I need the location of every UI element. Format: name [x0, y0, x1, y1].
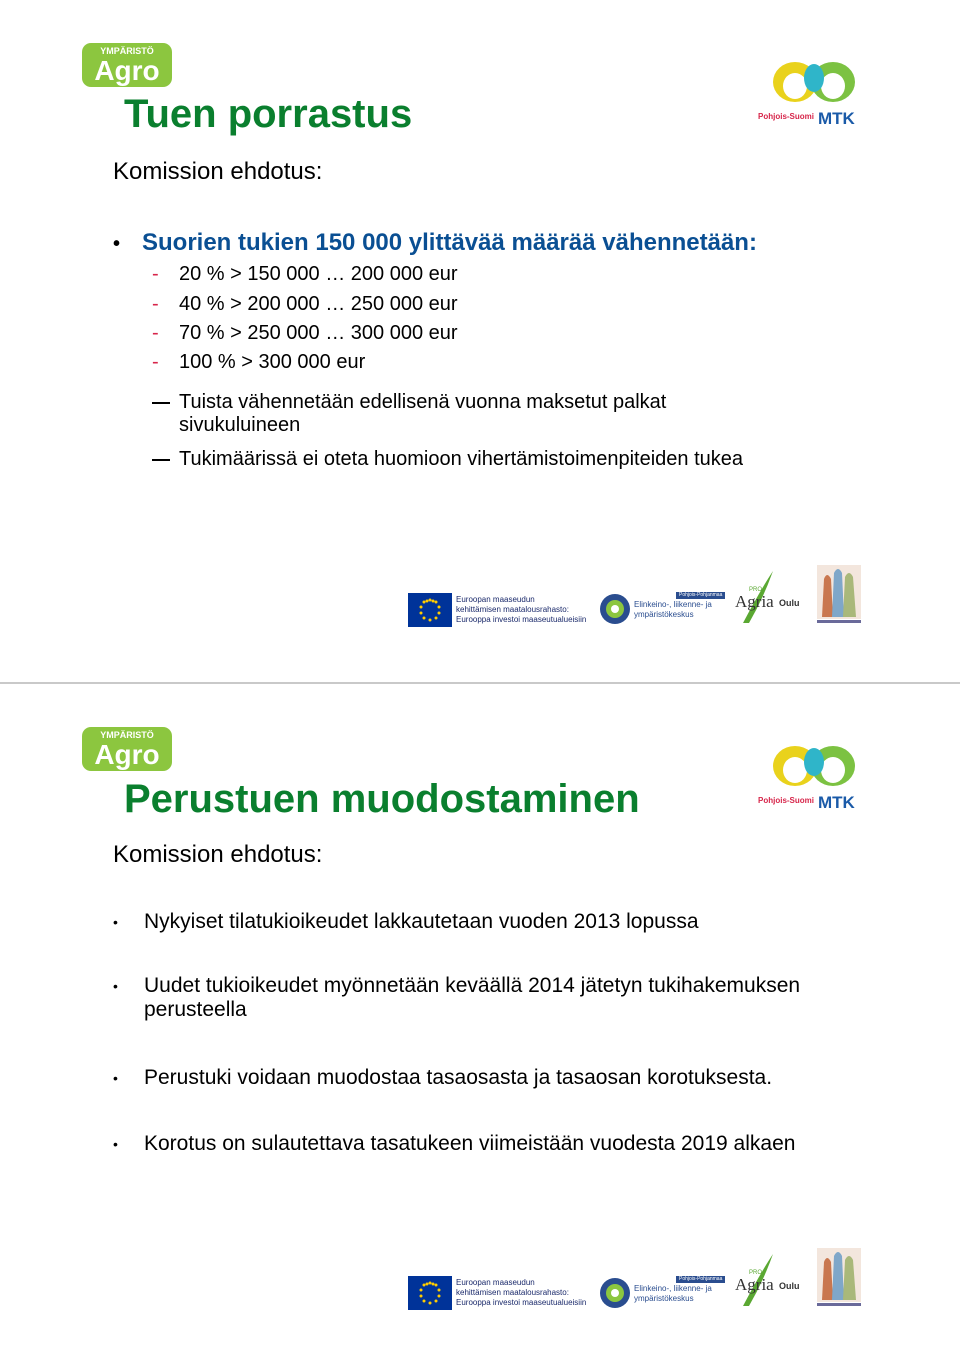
- svg-text:PRO: PRO: [749, 587, 763, 593]
- svg-text:Agro: Agro: [94, 55, 160, 86]
- svg-text:Agria: Agria: [735, 1275, 774, 1294]
- bullet-icon: •: [113, 1136, 118, 1152]
- ely-centre-logo: Pohjois-Pohjanmaa Elinkeino-, liikenne- ja ympäristökeskus: [596, 586, 720, 628]
- svg-text:YMPÄRISTÖ: YMPÄRISTÖ: [100, 730, 154, 740]
- list-item: • Nykyiset tilatukioikeudet lakkautetaan vuoden 2013 lopussa: [113, 910, 699, 933]
- maaseutunaiset-logo: [814, 557, 864, 627]
- page-title: Perustuen muodostaminen: [124, 777, 640, 821]
- svg-text:Agro: Agro: [94, 739, 160, 770]
- svg-text:Oulu: Oulu: [779, 598, 800, 608]
- maaseutunaiset-logo: [814, 1240, 864, 1310]
- reduction-item: - 40 % > 200 000 … 250 000 eur: [152, 293, 458, 315]
- svg-text:PRO: PRO: [749, 1270, 763, 1276]
- mtk-pohjois-suomi-logo: [755, 728, 865, 814]
- bullet-icon: •: [113, 978, 118, 994]
- dash-icon: -: [152, 351, 159, 373]
- svg-text:Pohjois-Suomi: Pohjois-Suomi: [758, 796, 814, 805]
- bullet-icon: •: [113, 1070, 118, 1086]
- reduction-item: - 20 % > 150 000 … 200 000 eur: [152, 263, 458, 285]
- reduction-item: - 70 % > 250 000 … 300 000 eur: [152, 322, 458, 344]
- dash-icon: -: [152, 322, 159, 344]
- main-bullet: • Suorien tukien 150 000 ylittävää määrää vähennetään:: [113, 229, 757, 256]
- eu-rural-fund-logo: Euroopan maaseudun kehittämisen maatalousrahasto: Eurooppa investoi maaseutualueisiin: [408, 1276, 588, 1310]
- bullet-icon: •: [113, 233, 121, 255]
- svg-text:Oulu: Oulu: [779, 1281, 800, 1291]
- svg-text:MTK: MTK: [818, 109, 855, 128]
- ymparisto-agro-logo: [82, 727, 172, 771]
- page-title: Tuen porrastus: [124, 92, 413, 136]
- svg-text:Pohjois-Suomi: Pohjois-Suomi: [758, 112, 814, 121]
- slide-1: [0, 0, 960, 682]
- mtk-pohjois-suomi-logo: [755, 44, 865, 130]
- list-item: • Korotus on sulautettava tasatukeen viimeistään vuodesta 2019 alkaen: [113, 1132, 796, 1155]
- dash-icon: -: [152, 263, 159, 285]
- ymparisto-agro-logo: [82, 43, 172, 87]
- sub-item: Tukimäärissä ei oteta huomioon vihertämistoimenpiteiden tukea: [179, 448, 743, 470]
- list-item: • Uudet tukioikeudet myönnetään keväällä 2014 jätetyn tukihakemuksen perusteella: [113, 974, 801, 1021]
- sub-item: Tuista vähennetään edellisenä vuonna maksetut palkat sivukuluineen: [179, 391, 667, 436]
- proposal-subtitle: Komission ehdotus:: [113, 158, 323, 185]
- svg-text:Agria: Agria: [735, 592, 774, 611]
- list-item: • Perustuki voidaan muodostaa tasaosasta ja tasaosan korotuksesta.: [113, 1066, 773, 1089]
- pro-agria-oulu-logo: [733, 1252, 803, 1308]
- slide-2: [0, 684, 960, 1367]
- eu-rural-fund-logo: Euroopan maaseudun kehittämisen maatalousrahasto: Eurooppa investoi maaseutualueisiin: [408, 593, 588, 627]
- bullet-icon: •: [113, 914, 118, 930]
- proposal-subtitle: Komission ehdotus:: [113, 841, 323, 868]
- pro-agria-oulu-logo: [733, 569, 803, 625]
- svg-text:YMPÄRISTÖ: YMPÄRISTÖ: [100, 46, 154, 56]
- svg-text:MTK: MTK: [818, 793, 855, 812]
- reduction-item: - 100 % > 300 000 eur: [152, 351, 366, 373]
- dash-icon: -: [152, 293, 159, 315]
- ely-centre-logo: Pohjois-Pohjanmaa Elinkeino-, liikenne- ja ympäristökeskus: [596, 1270, 720, 1312]
